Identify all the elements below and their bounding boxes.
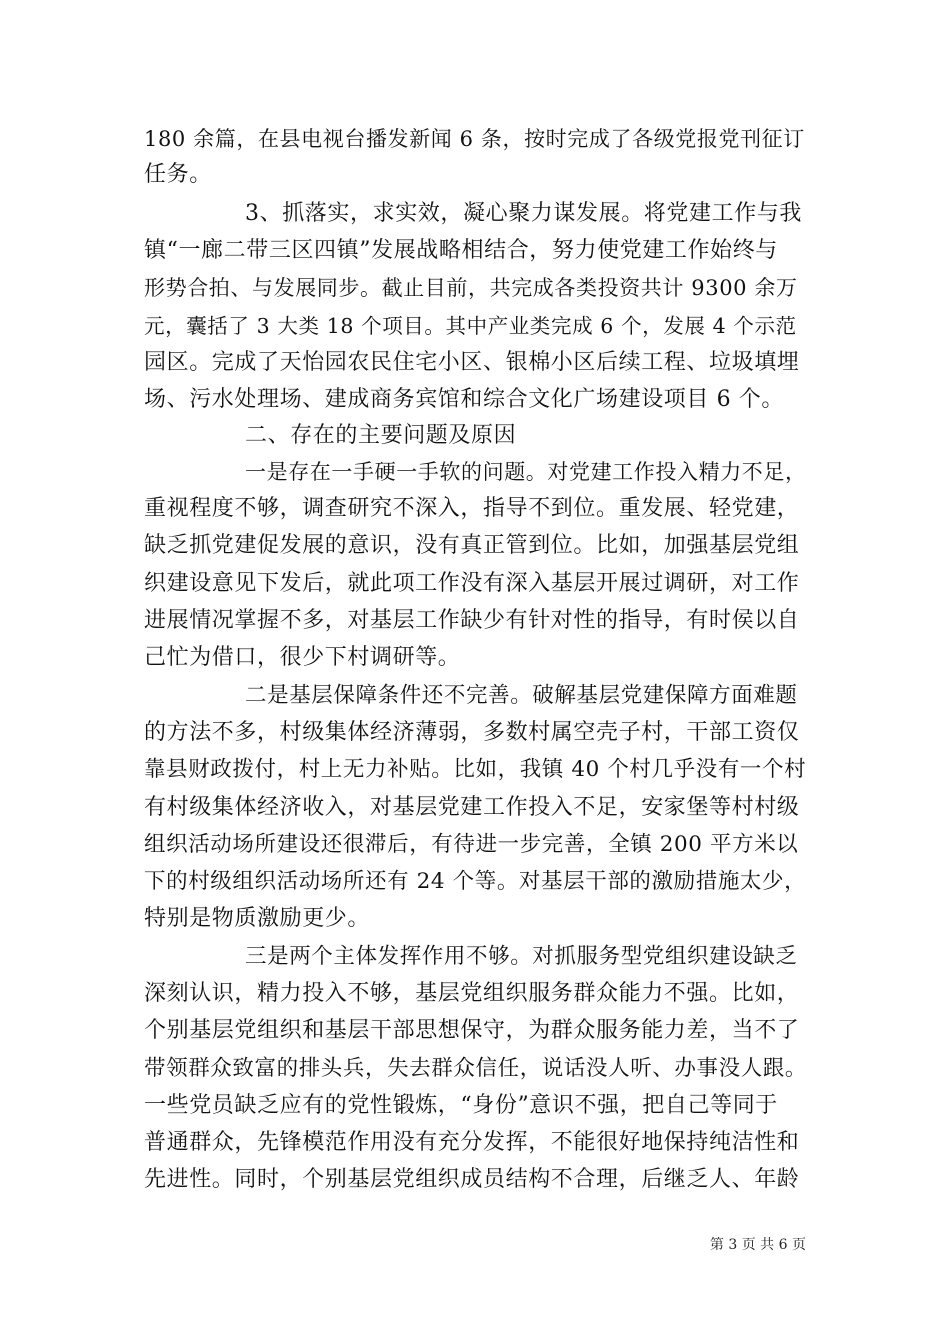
text-line: 一是存在一手硬一手软的问题。对党建工作投入精力不足， bbox=[245, 460, 807, 484]
text-line: 的方法不多，村级集体经济薄弱，多数村属空壳子村，干部工资仅 bbox=[144, 720, 800, 745]
text-line: 靠县财政拨付，村上无力补贴。比如，我镇 40 个村几乎没有一个村 bbox=[144, 757, 807, 782]
text-line: 任务。 bbox=[144, 162, 212, 187]
text-line: 织建设意见下发后，就此项工作没有深入基层开展过调研，对工作 bbox=[144, 571, 800, 596]
text-line: 进展情况掌握不多，对基层工作缺少有针对性的指导，有时侯以自 bbox=[144, 608, 800, 633]
text-line: 形势合拍、与发展同步。截止目前，共完成各类投资共计 9300 余万 bbox=[144, 276, 798, 300]
text-line: 一些党员缺乏应有的党性锻炼，“身份”意识不强，把自己等同于 bbox=[144, 1093, 778, 1118]
text-line: 特别是物质激励更少。 bbox=[144, 906, 371, 931]
text-line: 缺乏抓党建促发展的意识，没有真正管到位。比如，加强基层党组 bbox=[144, 533, 800, 558]
page-number: 第 3 页 共 6 页 bbox=[709, 1237, 806, 1253]
text-line: 己忙为借口，很少下村调研等。 bbox=[144, 645, 461, 670]
text-line: 个别基层党组织和基层干部思想保守，为群众服务能力差，当不了 bbox=[144, 1018, 800, 1043]
section-heading: 二、存在的主要问题及原因 bbox=[245, 423, 517, 448]
text-line: 有村级集体经济收入，对基层党建工作投入不足，安家堡等村村级 bbox=[144, 795, 800, 820]
text-line: 普通群众，先锋模范作用没有充分发挥，不能很好地保持纯洁性和 bbox=[144, 1130, 800, 1155]
text-line: 园区。完成了天怡园农民住宅小区、银棉小区后续工程、垃圾填埋 bbox=[144, 350, 800, 375]
text-line: 组织活动场所建设还很滞后，有待进一步完善，全镇 200 平方米以 bbox=[144, 832, 799, 857]
text-line: 镇“一廊二带三区四镇”发展战略相结合，努力使党建工作始终与 bbox=[144, 238, 778, 263]
text-line: 深刻认识，精力投入不够，基层党组织服务群众能力不强。比如， bbox=[144, 981, 800, 1006]
text-line: 下的村级组织活动场所还有 24 个等。对基层干部的激励措施太少， bbox=[144, 869, 807, 894]
text-line: 场、污水处理场、建成商务宾馆和综合文化广场建设项目 6 个。 bbox=[144, 387, 784, 412]
text-line: 元，囊括了 3 大类 18 个项目。其中产业类完成 6 个，发展 4 个示范 bbox=[144, 314, 797, 338]
text-line: 3、抓落实，求实效，凝心聚力谋发展。将党建工作与我 bbox=[245, 201, 802, 226]
text-line: 二是基层保障条件还不完善。破解基层党建保障方面难题 bbox=[245, 683, 798, 708]
text-line: 重视程度不够，调查研究不深入，指导不到位。重发展、轻党建， bbox=[144, 496, 800, 521]
text-line: 三是两个主体发挥作用不够。对抓服务型党组织建设缺乏 bbox=[245, 944, 798, 969]
text-line: 180 余篇，在县电视台播发新闻 6 条，按时完成了各级党报党刊征订 bbox=[144, 127, 805, 151]
text-line: 带领群众致富的排头兵，失去群众信任，说话没人听、办事没人跟。 bbox=[144, 1056, 808, 1081]
text-line: 先进性。同时，个别基层党组织成员结构不合理，后继乏人、年龄 bbox=[144, 1167, 800, 1192]
